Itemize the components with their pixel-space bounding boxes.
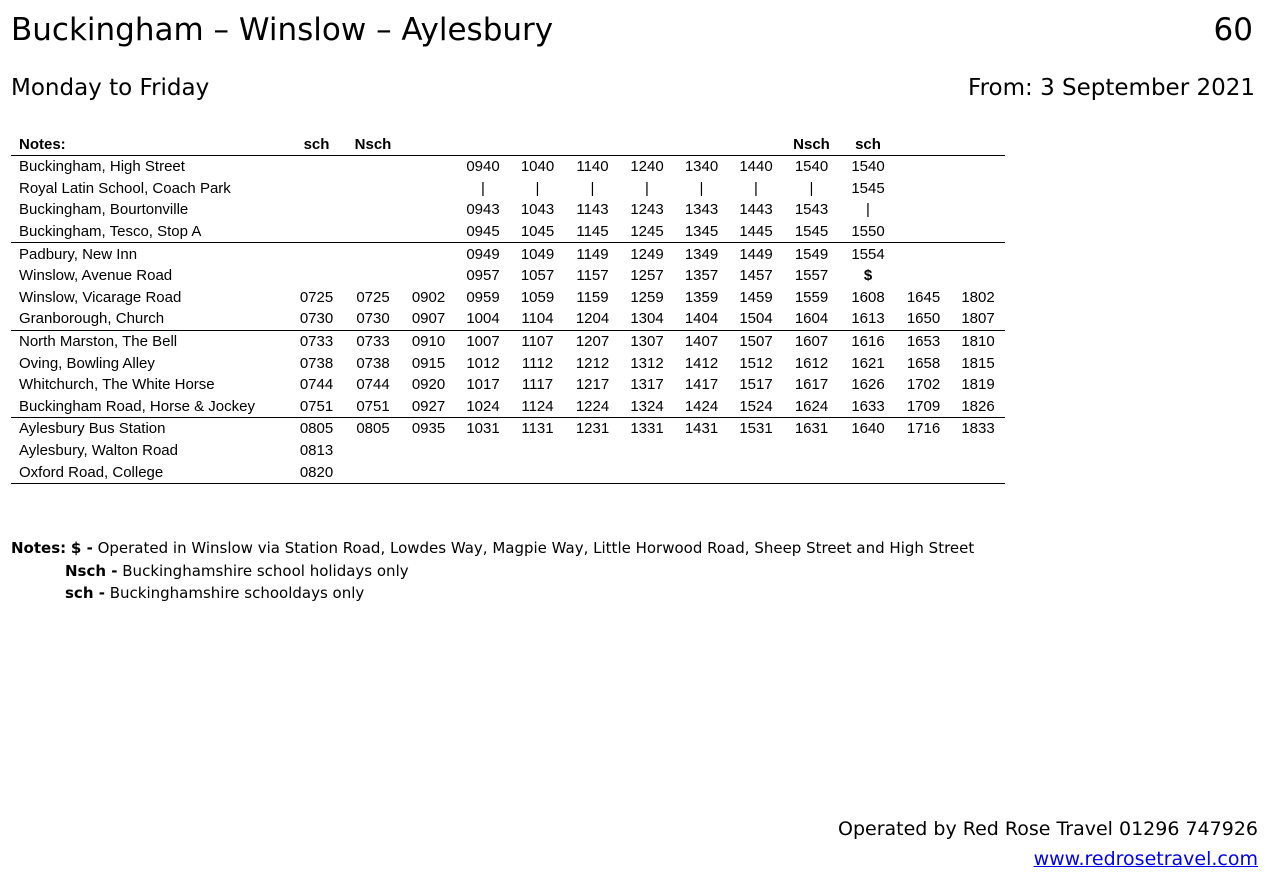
departure-time: 1631 xyxy=(783,418,840,440)
departure-time: 1340 xyxy=(674,156,729,178)
departure-time: | xyxy=(699,179,704,197)
departure-time: 1043 xyxy=(520,201,555,219)
departure-time: 1359 xyxy=(684,288,719,306)
note-sch xyxy=(11,582,974,605)
departure-time xyxy=(951,199,1005,221)
departure-time: 1613 xyxy=(851,310,885,328)
table-row xyxy=(11,461,1005,483)
departure-time: 1819 xyxy=(961,376,995,394)
table-row xyxy=(11,308,1005,330)
departure-time xyxy=(401,461,456,483)
departure-time xyxy=(951,178,1005,200)
departure-time xyxy=(783,461,840,483)
departure-time: 1345 xyxy=(684,223,719,241)
departure-time xyxy=(951,221,1005,243)
stop-name: Winslow, Vicarage Road xyxy=(19,288,182,306)
journey-note-code xyxy=(620,134,674,156)
departure-time: 0910 xyxy=(401,330,456,352)
departure-time xyxy=(510,440,565,462)
departure-time xyxy=(951,243,1005,265)
departure-time: 0805 xyxy=(345,418,401,440)
departure-time: 1549 xyxy=(783,243,840,265)
departure-time: 1124 xyxy=(521,397,554,415)
departure-time: 1304 xyxy=(630,310,664,328)
departure-time xyxy=(401,243,456,265)
departure-time: 1049 xyxy=(510,243,565,265)
stop-name: Oxford Road, College xyxy=(11,461,288,483)
table-row xyxy=(11,287,1005,309)
departure-time: 1810 xyxy=(951,330,1005,352)
departure-time: 1543 xyxy=(794,201,829,219)
journey-note-code xyxy=(456,134,510,156)
departure-time: 1807 xyxy=(961,310,995,328)
days-of-operation: Monday to Friday xyxy=(11,75,210,101)
journey-note-code: sch xyxy=(855,136,881,153)
departure-time: 1833 xyxy=(951,418,1005,440)
departure-time: 1624 xyxy=(794,397,829,415)
departure-time: 0751 xyxy=(356,397,390,415)
stop-name: Buckingham, Tesco, Stop A xyxy=(19,223,202,241)
table-row xyxy=(11,178,1005,200)
departure-time: 0820 xyxy=(288,461,345,483)
departure-time xyxy=(896,440,951,462)
departure-time: 1040 xyxy=(510,156,565,178)
departure-time: 0733 xyxy=(345,330,401,352)
stop-name: Aylesbury Bus Station xyxy=(11,418,288,440)
departure-time: 1557 xyxy=(794,267,829,285)
journey-note-code: Nsch xyxy=(354,136,392,153)
departure-time: | xyxy=(809,179,814,197)
departure-time: 0915 xyxy=(411,354,446,372)
departure-time: 1057 xyxy=(520,267,555,285)
departure-time: 1243 xyxy=(630,201,664,219)
departure-time: 1107 xyxy=(510,330,565,352)
departure-time: 0813 xyxy=(299,442,334,460)
departure-time: | xyxy=(754,179,758,197)
departure-time: 0927 xyxy=(411,397,446,415)
departure-time xyxy=(401,199,456,221)
departure-time xyxy=(401,178,456,200)
departure-time xyxy=(456,461,510,483)
departure-time xyxy=(288,243,345,265)
table-row xyxy=(11,374,1005,396)
departure-time xyxy=(729,440,783,462)
departure-time: 0945 xyxy=(466,223,500,241)
note-symbol: sch - xyxy=(65,584,105,602)
departure-time: 1224 xyxy=(575,397,610,415)
departure-time xyxy=(620,461,674,483)
departure-time: 1059 xyxy=(520,288,555,306)
departure-time: 1616 xyxy=(840,330,896,352)
departure-time xyxy=(510,461,565,483)
journey-note-code xyxy=(565,134,620,156)
departure-time: 1709 xyxy=(906,397,941,415)
departure-time xyxy=(620,440,674,462)
departure-time: 1112 xyxy=(521,354,554,372)
journey-note-code xyxy=(674,134,729,156)
departure-time: 1104 xyxy=(521,310,554,328)
departure-time: 1524 xyxy=(739,397,773,415)
note-text: Buckinghamshire school holidays only xyxy=(117,561,409,580)
departure-time: 1716 xyxy=(896,418,951,440)
timetable xyxy=(11,134,1005,484)
note-nsch xyxy=(11,560,974,583)
departure-time: 0738 xyxy=(299,354,334,372)
departure-time xyxy=(345,243,401,265)
notes-block xyxy=(11,537,974,605)
departure-time: 1449 xyxy=(729,243,783,265)
departure-time: 1307 xyxy=(620,330,674,352)
departure-time: 1440 xyxy=(729,156,783,178)
departure-time xyxy=(288,178,345,200)
departure-time: 1653 xyxy=(896,330,951,352)
departure-time: 1007 xyxy=(456,330,510,352)
departure-time: 1404 xyxy=(684,310,719,328)
departure-time xyxy=(345,440,401,462)
departure-time xyxy=(896,243,951,265)
departure-time: 1645 xyxy=(906,288,941,306)
departure-time xyxy=(401,265,456,287)
table-row xyxy=(11,440,1005,462)
table-row xyxy=(11,352,1005,374)
departure-time: 1626 xyxy=(851,376,885,394)
departure-time xyxy=(456,440,510,462)
note-text: Buckinghamshire schooldays only xyxy=(104,584,365,602)
departure-time: 0725 xyxy=(356,288,390,306)
departure-time: 0957 xyxy=(466,267,500,285)
departure-time: 0949 xyxy=(456,243,510,265)
departure-time xyxy=(345,461,401,483)
departure-time: 1012 xyxy=(466,354,500,372)
stop-name: Whitchurch, The White Horse xyxy=(19,376,215,394)
journey-note-code xyxy=(729,134,783,156)
note-text: Operated in Winslow via Station Road, Lowdes Way, Magpie Way, Little Horwood Road, Sheep Street and High Street xyxy=(92,539,975,557)
table-row xyxy=(11,199,1005,221)
departure-time: 0943 xyxy=(466,201,500,219)
departure-time: 1149 xyxy=(565,243,620,265)
departure-time xyxy=(840,440,896,462)
departure-time xyxy=(951,265,1005,287)
departure-time: 1331 xyxy=(620,418,674,440)
departure-time: 1024 xyxy=(466,397,500,415)
departure-time: 1512 xyxy=(739,354,773,372)
table-row xyxy=(11,156,1005,178)
departure-time: 1640 xyxy=(840,418,896,440)
departure-time: 1621 xyxy=(851,354,885,372)
departure-time: 0730 xyxy=(299,310,334,328)
departure-time: 1826 xyxy=(961,397,995,415)
departure-time: 0907 xyxy=(411,310,446,328)
stop-name: Buckingham Road, Horse & Jockey xyxy=(19,397,255,415)
departure-time: | xyxy=(645,179,649,197)
departure-time xyxy=(288,221,345,243)
departure-time: 1702 xyxy=(906,376,941,394)
departure-time: 1212 xyxy=(575,354,610,372)
departure-time: 1159 xyxy=(576,288,609,306)
departure-time: 1245 xyxy=(630,223,664,241)
note-symbol: $ - xyxy=(70,539,93,557)
departure-time: 1031 xyxy=(456,418,510,440)
departure-time: 1457 xyxy=(739,267,773,285)
departure-time: 1312 xyxy=(630,354,664,372)
table-row xyxy=(11,396,1005,418)
departure-time: 0959 xyxy=(466,288,500,306)
departure-time: 1257 xyxy=(630,267,664,285)
note-dollar xyxy=(11,537,974,560)
departure-time xyxy=(896,221,951,243)
route-number: 60 xyxy=(1213,12,1253,48)
website-link[interactable]: www.redrosetravel.com xyxy=(1033,848,1258,870)
departure-time xyxy=(345,265,401,287)
departure-time: 0935 xyxy=(401,418,456,440)
effective-date: From: 3 September 2021 xyxy=(968,75,1255,101)
departure-time: 0725 xyxy=(299,288,334,306)
departure-time: 1231 xyxy=(565,418,620,440)
departure-time: 1604 xyxy=(794,310,829,328)
stop-name: Granborough, Church xyxy=(19,310,165,328)
departure-time: | xyxy=(866,201,870,219)
departure-time: 0920 xyxy=(411,376,446,394)
departure-time: 1240 xyxy=(620,156,674,178)
departure-time: 1357 xyxy=(684,267,719,285)
departure-time: 1145 xyxy=(576,223,609,241)
table-row xyxy=(11,265,1005,287)
departure-time: 0902 xyxy=(411,288,446,306)
departure-time: 0733 xyxy=(288,330,345,352)
departure-time xyxy=(288,265,345,287)
departure-time: 1324 xyxy=(630,397,664,415)
departure-time: 1431 xyxy=(674,418,729,440)
stop-name: North Marston, The Bell xyxy=(11,330,288,352)
stop-name: Padbury, New Inn xyxy=(11,243,288,265)
notes-header-row xyxy=(11,134,1005,156)
departure-time xyxy=(674,440,729,462)
departure-time: 1633 xyxy=(851,397,885,415)
departure-time: 0744 xyxy=(299,376,334,394)
departure-time: 1531 xyxy=(729,418,783,440)
departure-time: | xyxy=(590,179,595,197)
departure-time: 1459 xyxy=(739,288,773,306)
journey-note-code xyxy=(896,134,951,156)
stop-name: Winslow, Avenue Road xyxy=(19,267,173,285)
departure-time: $ xyxy=(863,267,873,285)
stop-name: Oving, Bowling Alley xyxy=(19,354,155,372)
departure-time xyxy=(729,461,783,483)
departure-time: 1131 xyxy=(510,418,565,440)
departure-time xyxy=(951,156,1005,178)
departure-time: 1617 xyxy=(794,376,829,394)
departure-time xyxy=(896,178,951,200)
departure-time: 1443 xyxy=(739,201,773,219)
departure-time: 1317 xyxy=(630,376,664,394)
departure-time xyxy=(345,199,401,221)
departure-time xyxy=(288,156,345,178)
departure-time: 1540 xyxy=(783,156,840,178)
note-symbol: Nsch - xyxy=(65,561,118,580)
departure-time xyxy=(951,440,1005,462)
departure-time xyxy=(674,461,729,483)
departure-time: 1004 xyxy=(466,310,500,328)
stop-name: Aylesbury, Walton Road xyxy=(19,442,178,460)
journey-note-code xyxy=(951,134,1005,156)
departure-time: 1517 xyxy=(739,376,773,394)
departure-time xyxy=(401,156,456,178)
departure-time xyxy=(345,178,401,200)
departure-time: 1424 xyxy=(684,397,719,415)
stop-name: Buckingham, Bourtonville xyxy=(19,201,189,219)
departure-time: 1249 xyxy=(620,243,674,265)
departure-time: 1545 xyxy=(794,223,829,241)
departure-time: 0730 xyxy=(356,310,390,328)
departure-time xyxy=(896,461,951,483)
departure-time xyxy=(896,156,951,178)
departure-time xyxy=(565,440,620,462)
journey-note-code: sch xyxy=(303,136,330,153)
departure-time: 1507 xyxy=(729,330,783,352)
notes-label: Notes: xyxy=(11,539,67,557)
departure-time: 1802 xyxy=(961,288,995,306)
departure-time: 0744 xyxy=(356,376,390,394)
departure-time xyxy=(345,156,401,178)
departure-time: 1550 xyxy=(851,223,885,241)
departure-time: 1612 xyxy=(794,354,829,372)
departure-time xyxy=(896,199,951,221)
departure-time: 1140 xyxy=(565,156,620,178)
departure-time: 1204 xyxy=(575,310,610,328)
departure-time: 1504 xyxy=(739,310,773,328)
departure-time xyxy=(288,199,345,221)
departure-time: 1157 xyxy=(576,267,609,285)
departure-time: 1559 xyxy=(794,288,829,306)
notes-header-label: Notes: xyxy=(19,136,66,153)
departure-time: 1608 xyxy=(851,288,885,306)
departure-time: 1554 xyxy=(840,243,896,265)
departure-time xyxy=(896,265,951,287)
departure-time xyxy=(783,440,840,462)
departure-time xyxy=(345,221,401,243)
table-row xyxy=(11,330,1005,352)
table-row xyxy=(11,221,1005,243)
departure-time: | xyxy=(535,179,540,197)
departure-time xyxy=(401,221,456,243)
departure-time: | xyxy=(481,179,485,197)
departure-time: 1343 xyxy=(684,201,719,219)
departure-time xyxy=(565,461,620,483)
table-row xyxy=(11,418,1005,440)
departure-time: 1349 xyxy=(674,243,729,265)
departure-time: 1650 xyxy=(906,310,941,328)
table-row xyxy=(11,243,1005,265)
departure-time: 1117 xyxy=(521,376,554,394)
departure-time: 1207 xyxy=(565,330,620,352)
departure-time: 1417 xyxy=(684,376,719,394)
departure-time: 0751 xyxy=(299,397,334,415)
departure-time: 0805 xyxy=(288,418,345,440)
departure-time: 1407 xyxy=(674,330,729,352)
route-title: Buckingham – Winslow – Aylesbury xyxy=(11,12,554,48)
departure-time: 0940 xyxy=(456,156,510,178)
departure-time: 1217 xyxy=(575,376,610,394)
departure-time: 1445 xyxy=(739,223,773,241)
departure-time: 1607 xyxy=(783,330,840,352)
departure-time xyxy=(951,461,1005,483)
departure-time: 1017 xyxy=(466,376,500,394)
departure-time: 1545 xyxy=(851,179,885,197)
stop-name: Buckingham, High Street xyxy=(11,156,288,178)
departure-time xyxy=(401,440,456,462)
stop-name: Royal Latin School, Coach Park xyxy=(19,179,231,197)
departure-time: 1658 xyxy=(906,354,941,372)
departure-time: 1259 xyxy=(630,288,664,306)
journey-note-code xyxy=(510,134,565,156)
departure-time: 0738 xyxy=(356,354,390,372)
journey-note-code: Nsch xyxy=(793,136,830,153)
departure-time: 1045 xyxy=(520,223,555,241)
departure-time: 1540 xyxy=(840,156,896,178)
operator-contact: Operated by Red Rose Travel 01296 747926 xyxy=(837,818,1258,840)
departure-time: 1815 xyxy=(961,354,995,372)
departure-time xyxy=(840,461,896,483)
journey-note-code xyxy=(401,134,456,156)
departure-time: 1143 xyxy=(576,201,609,219)
departure-time: 1412 xyxy=(684,354,719,372)
